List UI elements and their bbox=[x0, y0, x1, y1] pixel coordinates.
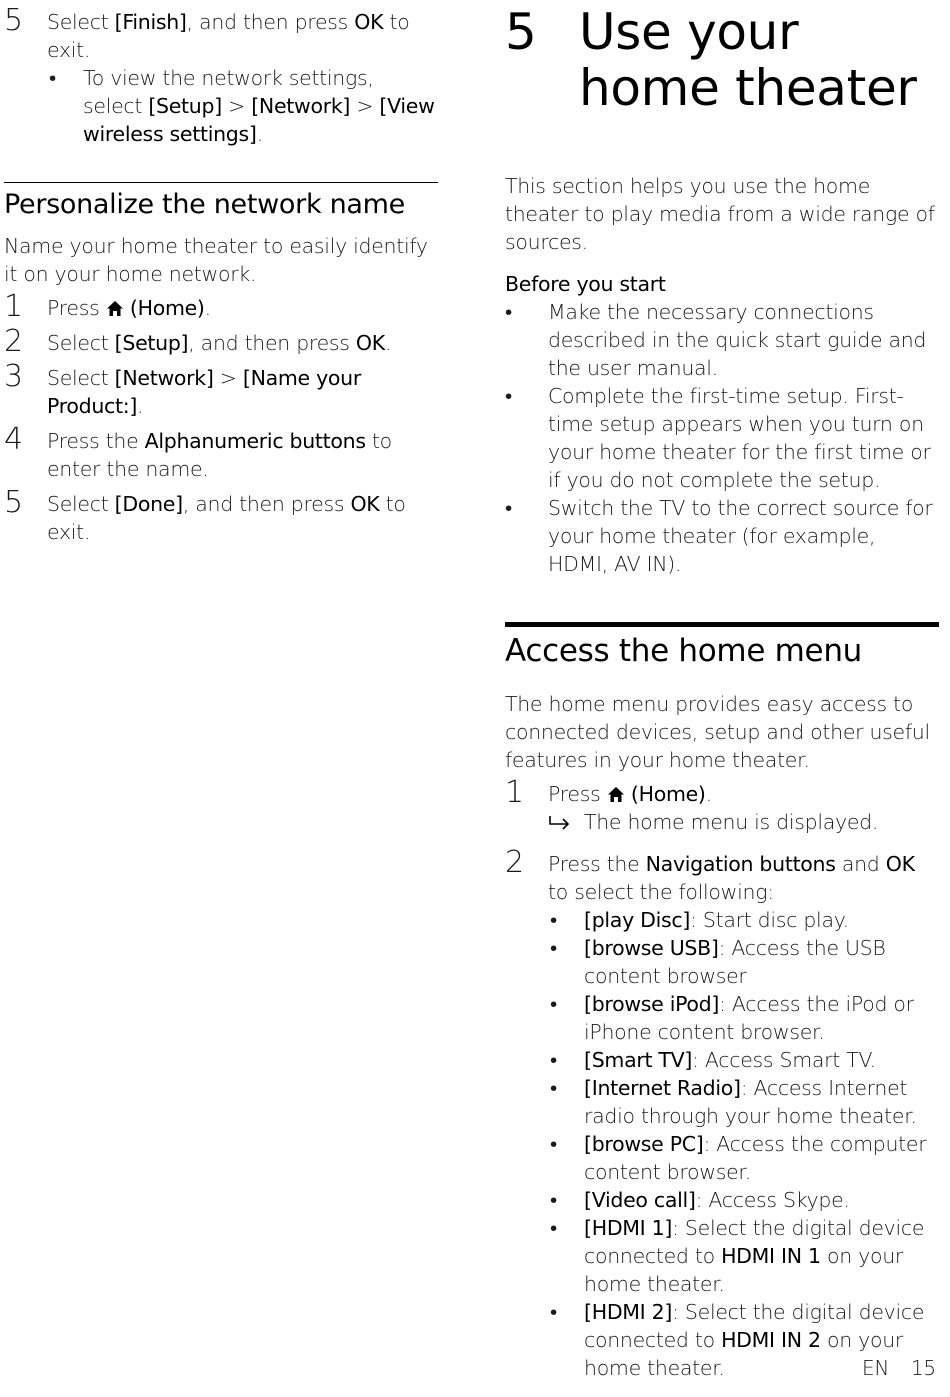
home-icon bbox=[607, 786, 625, 803]
home-label: (Home) bbox=[630, 782, 706, 806]
option-text: : Access Internet radio through your home theater. bbox=[584, 1076, 917, 1128]
option-label: [browse USB] bbox=[584, 936, 719, 960]
option-label: [play Disc] bbox=[584, 908, 691, 932]
bullet-dot: • bbox=[505, 496, 512, 520]
home-option bbox=[548, 990, 939, 1046]
home-option bbox=[548, 1186, 939, 1214]
view-wireless-label: [View wireless settings] bbox=[83, 94, 435, 146]
chapter-title: Use your home theater bbox=[579, 3, 917, 117]
home-option bbox=[548, 1074, 939, 1130]
finish-label: [Finish] bbox=[114, 10, 187, 34]
step-text: . bbox=[204, 296, 211, 320]
hdmi-in-label: HDMI IN 2 bbox=[721, 1328, 821, 1352]
section-divider bbox=[505, 622, 939, 627]
step-text: . bbox=[137, 394, 144, 418]
step-text: , and then press bbox=[186, 10, 355, 34]
bullet-dot: • bbox=[550, 1188, 557, 1212]
option-label: [browse iPod] bbox=[584, 992, 720, 1016]
section-intro: Name your home theater to easily identify it on your home network. bbox=[4, 234, 428, 286]
home-option bbox=[548, 1214, 939, 1298]
step-1 bbox=[4, 289, 438, 324]
step-text: to select the following: bbox=[548, 880, 774, 904]
bullet-dot: • bbox=[505, 384, 512, 408]
option-text: : Access the USB content browser bbox=[584, 936, 886, 988]
ok-label: OK bbox=[354, 10, 384, 34]
step-number: 5 bbox=[4, 485, 23, 520]
before-item-text: Make the necessary connections described in the quick start guide and the user manual. bbox=[548, 300, 927, 380]
step-text: Select bbox=[47, 492, 115, 516]
section-divider bbox=[4, 182, 438, 183]
bullet-dot: • bbox=[49, 66, 56, 90]
result-text: The home menu is displayed. bbox=[584, 810, 879, 834]
before-item bbox=[505, 382, 939, 494]
step-text: . bbox=[705, 782, 712, 806]
steps-list bbox=[4, 289, 438, 546]
right-column bbox=[505, 0, 939, 1382]
bullet-dot: • bbox=[550, 1132, 557, 1156]
step-4 bbox=[4, 422, 438, 483]
home-option bbox=[548, 1130, 939, 1186]
result-arrow-icon bbox=[548, 816, 572, 830]
step-number: 4 bbox=[4, 422, 23, 457]
setup-label: [Setup] bbox=[114, 331, 189, 355]
option-text: on your home theater. bbox=[584, 1328, 904, 1380]
separator: > bbox=[221, 94, 252, 118]
bullet-dot: • bbox=[550, 1216, 557, 1240]
step-text: Press bbox=[548, 782, 607, 806]
finish-step bbox=[4, 3, 438, 148]
bullet-dot: • bbox=[550, 992, 557, 1016]
network-label: [Network] bbox=[114, 366, 214, 390]
done-label: [Done] bbox=[114, 492, 183, 516]
left-column bbox=[4, 0, 438, 546]
before-item bbox=[505, 494, 939, 578]
home-intro: The home menu provides easy access to connected devices, setup and other useful features in your home theater. bbox=[505, 692, 930, 772]
bullet-dot: • bbox=[550, 908, 557, 932]
step-number: 1 bbox=[4, 289, 23, 324]
step-text: Press the bbox=[548, 852, 646, 876]
result-line bbox=[548, 808, 939, 836]
step-2 bbox=[4, 324, 438, 359]
home-icon bbox=[106, 300, 124, 317]
step-text: Press the bbox=[47, 429, 145, 453]
step-text: . bbox=[384, 331, 392, 355]
separator: > bbox=[213, 366, 243, 390]
step-text: to exit. bbox=[47, 10, 410, 62]
bullet-dot: • bbox=[550, 1300, 557, 1324]
step-text: to enter the name. bbox=[47, 429, 392, 481]
step-number: 2 bbox=[4, 324, 23, 359]
option-text: : Access the iPod or iPhone content browser. bbox=[584, 992, 914, 1044]
step-number: 1 bbox=[505, 775, 524, 810]
option-text: : Select the digital device connected to bbox=[584, 1300, 925, 1352]
option-label: [browse PC] bbox=[584, 1132, 704, 1156]
hdmi-in-label: HDMI IN 1 bbox=[721, 1244, 821, 1268]
option-text: : Start disc play. bbox=[690, 908, 849, 932]
step-text: Select bbox=[47, 10, 115, 34]
ok-label: OK bbox=[355, 331, 385, 355]
step-text: Select bbox=[47, 331, 115, 355]
navigation-label: Navigation buttons bbox=[645, 852, 836, 876]
home-step-2 bbox=[505, 845, 939, 1382]
name-product-label: [Name your Product:] bbox=[47, 366, 361, 418]
view-settings-bullet bbox=[47, 64, 438, 148]
bullet-text: To view the network settings, select bbox=[83, 66, 374, 118]
before-list bbox=[505, 298, 939, 578]
option-label: [Internet Radio] bbox=[584, 1076, 741, 1100]
step-number: 5 bbox=[4, 3, 23, 38]
step-text: , and then press bbox=[188, 331, 356, 355]
chapter-intro: This section helps you use the home theater to play media from a wide range of sources. bbox=[505, 174, 935, 254]
step-text: to exit. bbox=[47, 492, 406, 544]
section-heading: Access the home menu bbox=[505, 633, 863, 669]
step-3 bbox=[4, 359, 438, 420]
page-number: 15 bbox=[911, 1356, 936, 1380]
before-item-text: Complete the first-time setup. First-time setup appears when you turn on your home theater for the first time or if you do not complete the setup. bbox=[548, 384, 931, 492]
step-text: , and then press bbox=[182, 492, 351, 516]
language-code: EN bbox=[862, 1356, 889, 1380]
home-option bbox=[548, 906, 939, 934]
bullet-dot: • bbox=[505, 300, 512, 324]
before-heading: Before you start bbox=[505, 272, 666, 296]
option-text: : Access Smart TV. bbox=[692, 1048, 876, 1072]
option-label: [HDMI 1] bbox=[584, 1216, 673, 1240]
before-item-text: Switch the TV to the correct source for your home theater (for example, HDMI, AV IN). bbox=[548, 496, 933, 576]
alphanumeric-label: Alphanumeric buttons bbox=[144, 429, 366, 453]
separator: > bbox=[350, 94, 380, 118]
bullet-dot: • bbox=[550, 936, 557, 960]
step-5 bbox=[4, 485, 438, 546]
chapter-header bbox=[505, 0, 939, 125]
option-label: [Video call] bbox=[584, 1188, 696, 1212]
step-text: and bbox=[835, 852, 886, 876]
option-label: [HDMI 2] bbox=[584, 1300, 673, 1324]
home-option bbox=[548, 934, 939, 990]
ok-label: OK bbox=[350, 492, 380, 516]
step-number: 3 bbox=[4, 359, 23, 394]
option-text: : Select the digital device connected to bbox=[584, 1216, 925, 1268]
chapter-number: 5 bbox=[505, 3, 537, 61]
bullet-dot: • bbox=[550, 1076, 557, 1100]
page-footer bbox=[862, 1354, 936, 1382]
network-label: [Network] bbox=[251, 94, 351, 118]
ok-label: OK bbox=[885, 852, 915, 876]
option-text: on your home theater. bbox=[584, 1244, 904, 1296]
section-heading: Personalize the network name bbox=[4, 189, 405, 220]
bullet-text: . bbox=[256, 122, 263, 146]
before-item bbox=[505, 298, 939, 382]
home-options-list bbox=[548, 906, 939, 1382]
option-label: [Smart TV] bbox=[584, 1048, 693, 1072]
bullet-dot: • bbox=[550, 1048, 557, 1072]
home-step-1 bbox=[505, 775, 939, 836]
setup-label: [Setup] bbox=[148, 94, 222, 118]
step-number: 2 bbox=[505, 845, 524, 880]
option-text: : Access the computer content browser. bbox=[584, 1132, 927, 1184]
home-label: (Home) bbox=[129, 296, 205, 320]
option-text: : Access Skype. bbox=[695, 1188, 850, 1212]
step-text: Press bbox=[47, 296, 106, 320]
step-text: Select bbox=[47, 366, 115, 390]
home-option bbox=[548, 1046, 939, 1074]
